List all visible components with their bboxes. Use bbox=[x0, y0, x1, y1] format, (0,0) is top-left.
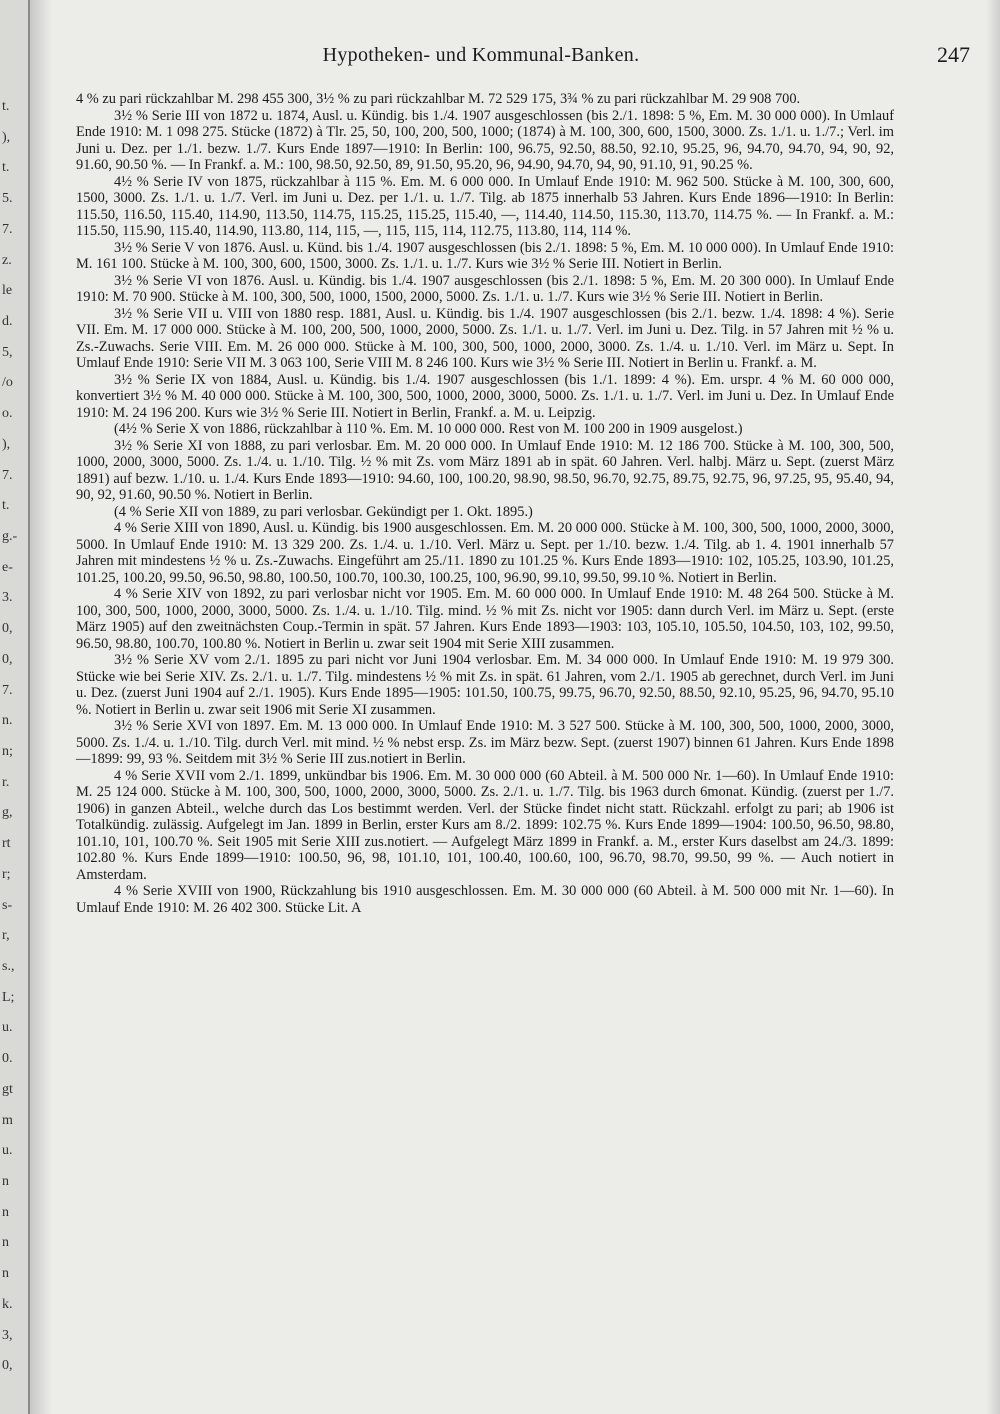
margin-fragment: k. bbox=[2, 1296, 13, 1312]
margin-fragment: n; bbox=[2, 744, 13, 759]
margin-fragment: n bbox=[2, 1174, 9, 1189]
paragraph: 3½ % Serie III von 1872 u. 1874, Ausl. u. Kündig. bis 1./4. 1907 ausgeschlossen (bis 2./1. 1898: 5 %, Em. M. 30 000 000). In Umlauf Ende 1910: M. 1 098 275. Stücke (1872) à Tlr. 25, 50, 100, 200, 500, 1000; (1874) à M. 100, 300, 600, 1500, 3000. Zs. 1./1. u. 1./7.; Verl. im Juni u. Dez. per 1./1. bezw. 1./7. Kurs Ende 1897—1910: In Berlin: 100, 96.75, 92.50, 88.50, 92.10, 95.25, 96, 94.70, 94.70, 94, 90, 92, 91.60, 90.50 %. — In Frankf. a. M.: 100, 98.50, 92.50, 89, 91.50, 95.20, 96, 94.90, 94.70, 94, 90, 91.10, 91, 90.25 %. bbox=[76, 107, 894, 173]
margin-fragment: r, bbox=[2, 928, 10, 944]
gutter-shadow bbox=[30, 0, 52, 1414]
margin-fragment: 7. bbox=[2, 221, 13, 237]
margin-fragment: 0. bbox=[2, 1051, 13, 1067]
body-text bbox=[76, 91, 894, 916]
margin-fragment: ), bbox=[2, 129, 11, 145]
running-title: Hypotheken- und Kommunal-Banken. bbox=[322, 44, 640, 66]
paragraph: 3½ % Serie V von 1876. Ausl. u. Künd. bis 1./4. 1907 ausgeschlossen (bis 2./1. 1898: 5 %, Em. M. 10 000 000). In Umlauf Ende 1910: M. 161 100. Stücke à M. 100, 300, 600, 1500, 3000. Zs. 1./1. u. 1./7. Kurs wie 3½ % Serie III. Notiert in Berlin. bbox=[76, 239, 894, 272]
paragraph: 4 % Serie XIII von 1890, Ausl. u. Kündig. bis 1900 ausgeschlossen. Em. M. 20 000 000. Stücke à M. 100, 300, 500, 1000, 2000, 3000, 5000. In Umlauf Ende 1910: M. 13 329 200. Zs. 1./4. u. 1./10. Verl. März u. Sept. per 1./10. bezw. 1./4. Tilg. ab 1. 4. 1901 innerhalb 57 Jahren mit mindestens ½ % u. Zs.-Zuwachs. Eingeführt am 25./11. 1890 zu 101.25 %. Kurs Ende 1893—1910: 102, 105.25, 103.90, 101.25, 101.25, 100.20, 99.50, 96.50, 98.80, 100.50, 100.70, 100.30, 100.25, 100, 96.90, 99.10, 99.50, 99.10 %. Notiert in Berlin. bbox=[76, 520, 894, 586]
margin-fragment: n. bbox=[2, 713, 13, 729]
margin-fragment: le bbox=[2, 283, 13, 299]
page-number: 247 bbox=[937, 42, 970, 67]
margin-fragment: ), bbox=[2, 436, 11, 452]
margin-fragment: t. bbox=[2, 99, 10, 114]
page-header bbox=[70, 42, 970, 68]
margin-fragment: t. bbox=[2, 498, 10, 514]
paragraph: 4 % Serie XVII vom 2./1. 1899, unkündbar bis 1906. Em. M. 30 000 000 (60 Abteil. à M. 500 000 Nr. 1—60). In Umlauf Ende 1910: M. 25 124 000. Stücke à M. 100, 300, 500, 1000, 2000, 3000, 5000. Zs. 2./1. u. 1./7. Tilg. bis 1963 durch 6monat. Kündig. (zuerst per 1./7. 1906) in ganzen Abteil., welche durch das Los bestimmt werden. Verl. der Stücke findet nicht statt. Rückzahl. erfolgt zu pari; ab 1906 ist Totalkündig. zulässig. Aufgelegt im Jan. 1899 in Berlin, erster Kurs am 8./2. 1899: 102.75 %. Kurs Ende 1899—1904: 100.50, 96.50, 98.80, 101.10, 101, 100.70 %. Seit 1905 mit Serie XIII zus.notiert. — Aufgelegt März 1899 in Frankf. a. M., erster Kurs daselbst am 24./3. 1899: 102.80 %. Kurs Ende 1899—1910: 100.50, 96, 98, 101.10, 101, 100.40, 100.60, 100, 96.70, 98.70, 99.50, 99 %. — Auch notiert in Amsterdam. bbox=[76, 767, 894, 883]
margin-fragment: L; bbox=[2, 989, 15, 1005]
margin-fragment: n bbox=[2, 1204, 9, 1220]
margin-fragment: r. bbox=[2, 774, 10, 790]
margin-fragment: m bbox=[2, 1112, 13, 1128]
margin-fragment: 0, bbox=[2, 621, 13, 637]
margin-fragment: z. bbox=[2, 252, 12, 268]
margin-fragment: n bbox=[2, 1235, 9, 1251]
paragraph: 3½ % Serie XV vom 2./1. 1895 zu pari nicht vor Juni 1904 verlosbar. Em. M. 34 000 000. In Umlauf Ende 1910: M. 19 979 300. Stücke wie bei Serie XIV. Zs. 2./1. u. 1./7. Tilg. mindestens ½ % mit Zs. in spät. 61 Jahren, vom 2./1. 1905 ab gerechnet, durch Verl. im Juni u. Dez. (zuerst Juni 1904 auf 2./1. 1905). Kurs Ende 1895—1905: 101.50, 100.75, 99.75, 96.70, 92.50, 88.50, 92.10, 95.25, 96, 94.70, 95.10 %. Notiert in Berlin u. zwar seit 1906 mit Serie XI zusammen. bbox=[76, 652, 894, 718]
margin-fragment: s- bbox=[2, 897, 13, 913]
paragraph: 4 % Serie XIV von 1892, zu pari verlosbar nicht vor 1905. Em. M. 60 000 000. In Umlauf Ende 1910: M. 48 264 500. Stücke à M. 100, 300, 500, 1000, 2000, 3000, 5000. Zs. 1./4. u. 1./10. Tilg. mind. ½ % mit Zs. nicht vor 1905: dann durch Verl. im März u. Sept. (erste März 1905) auf den zweitnächsten Coup.-Termin in spät. 57 Jahren. Kurs Ende 1893—1903: 103, 105.10, 105.50, 104.50, 103, 102, 99.50, 96.50, 98.80, 100.70, 100.80 %. Notiert in Berlin u. zwar seit 1904 mit Serie XIII zusammen. bbox=[76, 586, 894, 652]
margin-fragment: g.- bbox=[2, 529, 18, 544]
paragraph: 4½ % Serie IV von 1875, rückzahlbar à 115 %. Em. M. 6 000 000. In Umlauf Ende 1910: M. 962 500. Stücke à M. 100, 300, 600, 1500, 3000. Zs. 1./1. u. 1./7. Verl. im Juni u. Dez. per 1./1. u. 1./7. Tilg. ab 1875 innerhalb 53 Jahren. Kurs Ende 1896—1910: In Berlin: 115.50, 116.50, 115.40, 114.90, 113.50, 114.75, 115.25, 115.25, 115.40, —, 114.40, 114.50, 115.30, 113.70, 114.75 %. — In Frankf. a. M.: 115.50, 115.90, 115.40, 114.90, 113.80, 114, 115, —, 115, 115, 114, 112.75, 113.80, 114, 114 %. bbox=[76, 173, 894, 239]
page-edge-shadow bbox=[986, 0, 1000, 1414]
margin-fragment: n bbox=[2, 1266, 9, 1282]
margin-fragment: gt bbox=[2, 1081, 13, 1097]
previous-page-edge bbox=[0, 0, 30, 1414]
margin-fragment: u. bbox=[2, 1143, 13, 1159]
paragraph: (4½ % Serie X von 1886, rückzahlbar à 110 %. Em. M. 10 000 000. Rest von M. 100 200 in 1909 ausgelost.) bbox=[114, 421, 743, 437]
margin-fragment: e- bbox=[2, 559, 13, 575]
margin-fragment: 0, bbox=[2, 1358, 13, 1374]
paragraph: (4 % Serie XII von 1889, zu pari verlosbar. Gekündigt per 1. Okt. 1895.) bbox=[114, 503, 533, 520]
margin-fragment: /o bbox=[2, 375, 13, 391]
margin-fragment: r; bbox=[2, 866, 11, 882]
margin-fragment: g, bbox=[2, 805, 13, 821]
paragraph: 3½ % Serie VI von 1876. Ausl. u. Kündig. bis 1./4. 1907 ausgeschlossen (bis 2./1. 1898: 5 %, Em. M. 20 300 000). In Umlauf Ende 1910: M. 70 900. Stücke à M. 100, 300, 500, 1000, 1500, 2000, 5000. Zs. 1./1. u. 1./7. Kurs wie 3½ % Serie III. Notiert in Berlin. bbox=[76, 272, 894, 305]
margin-fragment: d. bbox=[2, 314, 13, 329]
margin-fragment: 7. bbox=[2, 467, 13, 483]
margin-fragment: u. bbox=[2, 1020, 13, 1036]
margin-fragment: t. bbox=[2, 160, 10, 176]
paragraph: 3½ % Serie XI von 1888, zu pari verlosbar. Em. M. 20 000 000. In Umlauf Ende 1910: M. 12 186 700. Stücke à M. 100, 300, 500, 1000, 2000, 3000, 5000. Zs. 1./4. u. 1./10. Tilg. ½ % mit Zs. vom März 1891 ab in spät. 60 Jahren. Verl. halbj. März u. Sept. (zuerst März 1891) auf bezw. 1./10. u. 1./4. Kurs Ende 1893—1910: 94.60, 100, 100.20, 98.90, 98.50, 96.70, 92.75, 89.75, 92.75, 96, 97.25, 95, 95.40, 94, 90, 92, 91.60, 90.50 %. Notiert in Berlin. bbox=[76, 437, 894, 503]
paragraph: 3½ % Serie XVI von 1897. Em. M. 13 000 000. In Umlauf Ende 1910: M. 3 527 500. Stücke à M. 100, 300, 500, 1000, 2000, 3000, 5000. Zs. 1./4. u. 1./10. Tilg. durch Verl. mit mind. ½ % nebst ersp. Zs. im März bezw. Sept. (zuerst 1907) binnen 61 Jahren. Kurs Ende 1898—1899: 99, 93 %. Seitdem mit 3½ % Serie III zus.notiert in Berlin. bbox=[76, 718, 894, 767]
paragraph: 4 % Serie XVIII von 1900, Rückzahlung bis 1910 ausgeschlossen. Em. M. 30 000 000 (60 Abteil. à M. 500 000 mit Nr. 1—60). In Umlauf Ende 1910: M. 26 402 300. Stücke Lit. A bbox=[76, 883, 894, 916]
margin-fragment: rt bbox=[2, 836, 11, 852]
margin-fragment: 7. bbox=[2, 682, 13, 698]
margin-fragment: 3. bbox=[2, 590, 13, 606]
margin-fragment: s., bbox=[2, 959, 15, 974]
margin-fragment: 0, bbox=[2, 651, 13, 667]
margin-fragment: 5, bbox=[2, 344, 13, 360]
margin-fragment: 5. bbox=[2, 191, 13, 207]
margin-fragment: o. bbox=[2, 406, 13, 422]
paragraph: 4 % zu pari rückzahlbar M. 298 455 300, 3½ % zu pari rückzahlbar M. 72 529 175, 3¾ % zu pari rückzahlbar M. 29 908 700. bbox=[76, 91, 801, 107]
margin-fragment: 3, bbox=[2, 1327, 13, 1343]
paragraph: 3½ % Serie VII u. VIII von 1880 resp. 1881, Ausl. u. Kündig. bis 1./4. 1907 ausgeschlossen (bis 2./1. bezw. 1./4. 1898: 4 %). Serie VII. Em. M. 17 000 000. Stücke à M. 100, 200, 500, 1000, 2000, 5000. Zs. 1./1. u. 1./7. Verl. im Juni u. Dez. Tilg. in 57 Jahren mit ½ % u. Zs.-Zuwachs. Serie VIII. Em. M. 26 000 000. Stücke à M. 100, 300, 500, 1000, 2000, 3000. Zs. 1./4. u. 1./10. Verl. im März u. Sept. In Umlauf Ende 1910: Serie VII M. 3 063 100, Serie VIII M. 8 246 100. Kurs wie 3½ % Serie III. Notiert in Berlin u. Frankf. a. M. bbox=[76, 305, 894, 371]
paragraph: 3½ % Serie IX von 1884, Ausl. u. Kündig. bis 1./4. 1907 ausgeschlossen (bis 1./1. 1899: 4 %). Em. urspr. 4 % M. 60 000 000, konvertiert 3½ % M. 40 000 000. Stücke à M. 100, 300, 500, 1000, 2000, 3000, 5000. Zs. 1./1. u. 1./7. Verl. im Juni u. Dez. In Umlauf Ende 1910: M. 24 196 200. Kurs wie 3½ % Serie III. Notiert in Berlin, Frankf. a. M. u. Leipzig. bbox=[76, 371, 894, 421]
